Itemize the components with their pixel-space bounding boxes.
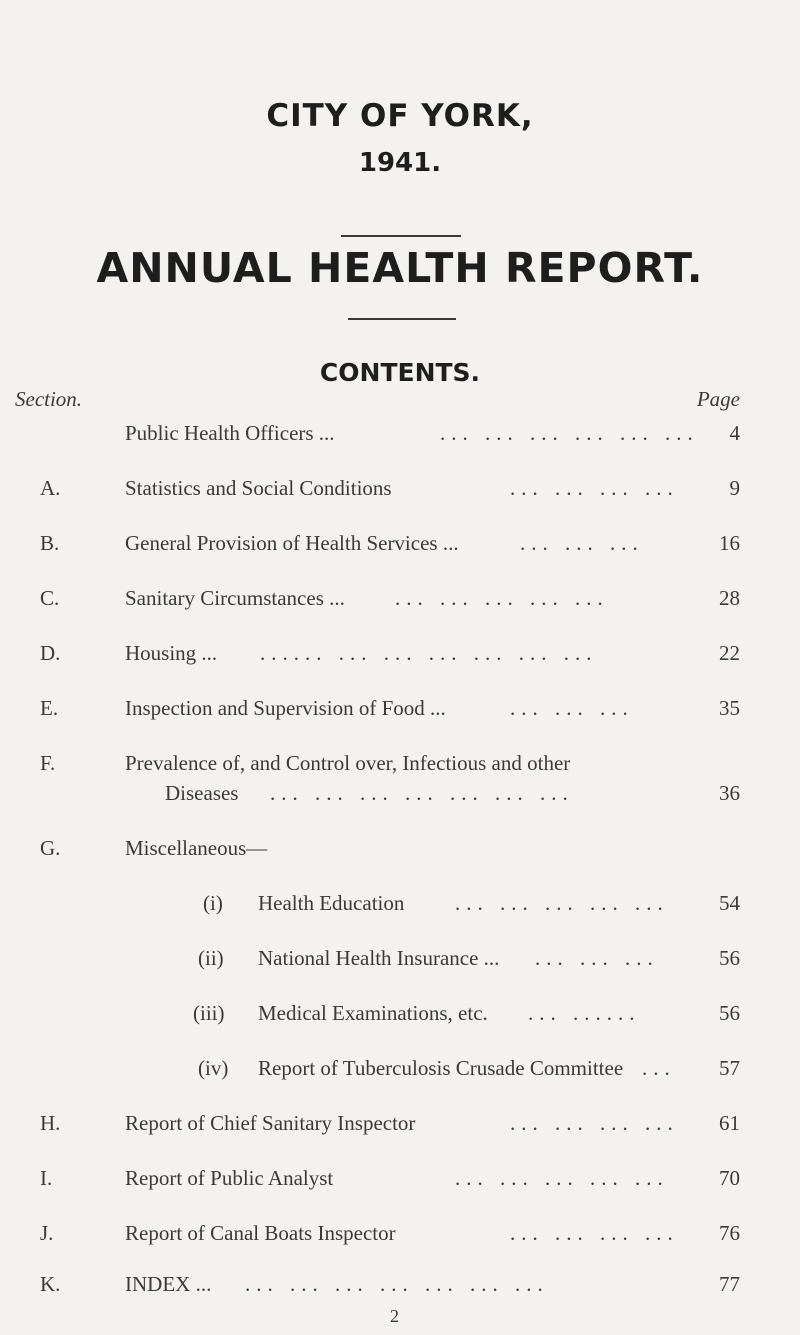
entry-page: 36 — [719, 781, 740, 805]
entry-leader: ... ... ... ... — [510, 476, 679, 500]
entry-leader: ... ... ... ... ... — [455, 891, 669, 915]
report-title: ANNUAL HEALTH REPORT. — [96, 244, 704, 292]
entry-page: 57 — [719, 1056, 740, 1080]
year-heading: 1941. — [358, 148, 442, 178]
entry-title: Diseases — [165, 781, 239, 805]
entry-page: 54 — [719, 891, 740, 915]
entry-leader: ... ... ... — [520, 531, 644, 555]
city-heading: CITY OF YORK, — [266, 98, 534, 134]
entry-page: 28 — [719, 586, 740, 610]
entry-title: Prevalence of, and Control over, Infectious and other — [125, 751, 571, 775]
entry-leader: ...... ... ... ... ... ... ... — [260, 641, 598, 665]
entry-title: Report of Tuberculosis Crusade Committee — [258, 1056, 624, 1080]
entry-subnumber: (iv) — [198, 1056, 229, 1080]
entry-leader: ... ... ... ... ... — [455, 1166, 669, 1190]
entry-page: 70 — [719, 1166, 740, 1190]
entry-page: 56 — [719, 1001, 740, 1025]
entry-title: Statistics and Social Conditions — [125, 476, 392, 500]
entry-leader: ... — [642, 1056, 676, 1080]
entry-subnumber: (iii) — [193, 1001, 225, 1025]
entry-title: Health Education — [258, 891, 405, 915]
entry-page: 56 — [719, 946, 740, 970]
entry-title: Inspection and Supervision of Food ... — [125, 696, 446, 720]
header-rule-top — [341, 235, 461, 237]
entry-leader: ... ... ... — [510, 696, 634, 720]
page-column-header: Page — [696, 387, 740, 411]
entry-section: E. — [40, 696, 59, 720]
entry-leader: ... ... ... ... ... — [395, 586, 609, 610]
entry-title: Report of Chief Sanitary Inspector — [125, 1111, 416, 1135]
entry-page: 4 — [729, 421, 740, 445]
entry-leader: ... ... ... ... — [510, 1221, 679, 1245]
entry-leader: ... ... ... ... — [510, 1111, 679, 1135]
entry-leader: ... ... ... ... ... ... — [440, 421, 699, 445]
entry-page: 35 — [719, 696, 740, 720]
entry-title: Medical Examinations, etc. — [258, 1001, 488, 1025]
entry-section: K. — [40, 1272, 61, 1296]
entry-title: General Provision of Health Services ... — [125, 531, 459, 555]
entry-section: H. — [40, 1111, 61, 1135]
entry-section: C. — [40, 586, 60, 610]
entry-title: Public Health Officers ... — [125, 421, 335, 445]
entry-page: 77 — [719, 1272, 740, 1296]
header-rule-bottom — [348, 318, 456, 320]
entry-leader: ... ...... — [528, 1001, 641, 1025]
entry-section: A. — [40, 476, 61, 500]
page-number: 2 — [390, 1306, 399, 1326]
contents-heading: CONTENTS. — [319, 358, 481, 387]
entry-title: National Health Insurance ... — [258, 946, 500, 970]
entry-subnumber: (ii) — [198, 946, 224, 970]
entry-subnumber: (i) — [203, 891, 223, 915]
entry-title: Sanitary Circumstances ... — [125, 586, 345, 610]
entry-leader: ... ... ... ... ... ... ... — [245, 1272, 549, 1296]
entry-section: D. — [40, 641, 61, 665]
entry-title: Report of Public Analyst — [125, 1166, 334, 1190]
entry-section: J. — [40, 1221, 54, 1245]
entry-page: 61 — [719, 1111, 740, 1135]
entry-title: Housing ... — [125, 641, 218, 665]
entry-leader: ... ... ... — [535, 946, 659, 970]
entry-title: INDEX ... — [125, 1272, 212, 1296]
entry-title: Report of Canal Boats Inspector — [125, 1221, 396, 1245]
section-column-header: Section. — [15, 387, 83, 411]
entry-page: 76 — [719, 1221, 740, 1245]
entry-page: 9 — [729, 476, 740, 500]
entry-section: B. — [40, 531, 60, 555]
entry-leader: ... ... ... ... ... ... ... — [270, 781, 574, 805]
entry-section: I. — [40, 1166, 53, 1190]
entry-page: 16 — [719, 531, 740, 555]
entry-page: 22 — [719, 641, 740, 665]
entry-title: Miscellaneous— — [125, 836, 268, 860]
entry-section: G. — [40, 836, 61, 860]
entry-section: F. — [40, 751, 56, 775]
